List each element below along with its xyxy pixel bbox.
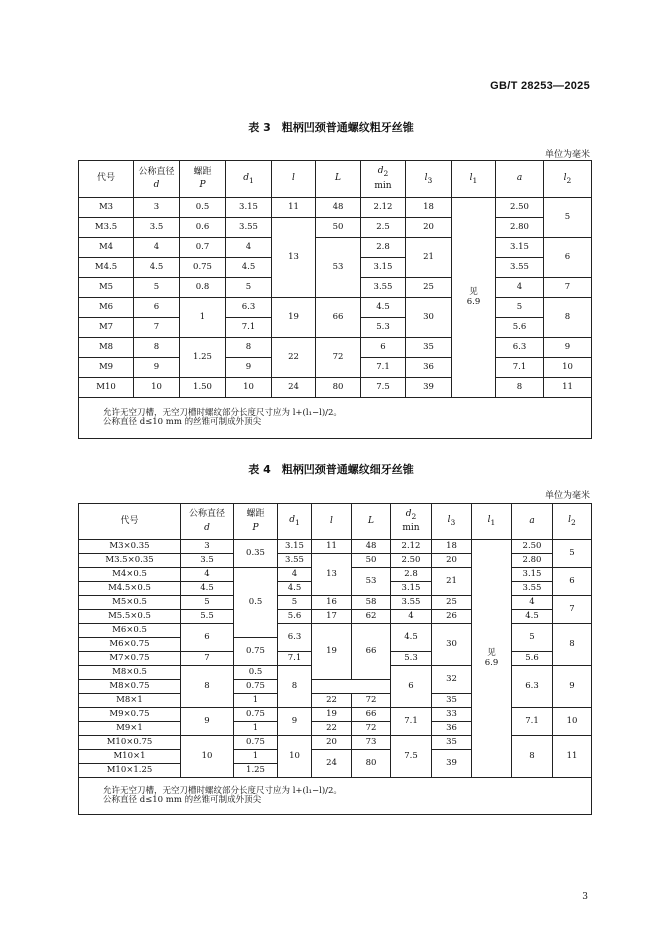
- a-cell: 3.15: [496, 238, 544, 258]
- p-cell: 0.6: [180, 218, 226, 238]
- a-cell: 5: [496, 298, 544, 318]
- table3-unit: 单位为毫米: [544, 150, 590, 160]
- table4: [78, 503, 592, 815]
- d-cell: 5: [134, 278, 180, 298]
- code-cell: M8×0.75: [79, 680, 181, 694]
- L-cell: 53: [352, 568, 391, 596]
- d-cell: 5.5: [181, 610, 234, 624]
- header-d2: $d_2$ min: [361, 161, 406, 198]
- l2-cell: 10: [544, 358, 592, 378]
- l3-cell: 20: [406, 218, 452, 238]
- L-cell: 62: [352, 610, 391, 624]
- d2-cell: 4.5: [391, 624, 432, 652]
- L-cell: 80: [352, 750, 391, 778]
- p-cell: 1: [234, 694, 278, 708]
- d1-cell: 5.6: [278, 610, 312, 624]
- header-d2: $d_2$ min: [391, 504, 432, 540]
- p-cell: 0.75: [234, 736, 278, 750]
- d2-cell: 3.15: [391, 582, 432, 596]
- d-cell: 4: [181, 568, 234, 582]
- L-cell: 66: [352, 708, 391, 722]
- l-cell: 13: [272, 218, 316, 298]
- l2-cell: 11: [544, 378, 592, 398]
- table-row: [79, 554, 592, 568]
- l3-cell: 39: [406, 378, 452, 398]
- table3-caption: 表 3 粗柄凹颈普通螺纹粗牙丝锥: [248, 121, 414, 134]
- code-cell: M6×0.5: [79, 624, 181, 638]
- l-cell: 22: [272, 338, 316, 378]
- l2-cell: 8: [544, 298, 592, 338]
- code-cell: M3.5×0.35: [79, 554, 181, 568]
- l2-cell: 9: [553, 666, 592, 708]
- l3-cell: 21: [406, 238, 452, 278]
- header-code: 代号: [79, 504, 181, 540]
- code-cell: M10: [79, 378, 134, 398]
- p-cell: 0.5: [234, 666, 278, 680]
- standard-id: GB/T 28253—2025: [490, 80, 590, 92]
- d1-cell: 3.55: [226, 218, 272, 238]
- a-cell: 6.3: [512, 666, 553, 708]
- table-row: [79, 596, 592, 610]
- p-cell: 0.75: [234, 708, 278, 722]
- a-cell: 6.3: [496, 338, 544, 358]
- header-l1: $l_1$: [452, 161, 496, 198]
- table3: [78, 160, 592, 439]
- table4-notes: 允许无空刀槽，无空刀槽时螺纹部分长度尺寸应为 l+(l₁−l)/2。 公称直径 d≤10 mm 的丝锥可制成外顶尖: [79, 778, 592, 815]
- d2-cell: 3.55: [391, 596, 432, 610]
- p-cell: 0.5: [180, 198, 226, 218]
- l2-cell: 9: [544, 338, 592, 358]
- table-row: [79, 378, 592, 398]
- d-cell: 3: [181, 540, 234, 554]
- d-cell: 10: [181, 736, 234, 778]
- d1-cell: 4.5: [278, 582, 312, 596]
- L-cell: 48: [316, 198, 361, 218]
- code-cell: M4×0.5: [79, 568, 181, 582]
- code-cell: M10×0.75: [79, 736, 181, 750]
- d-cell: 9: [134, 358, 180, 378]
- code-cell: M10×1: [79, 750, 181, 764]
- header-l3: $l_3$: [432, 504, 472, 540]
- p-cell: 0.5: [234, 568, 278, 638]
- l-cell: 19: [312, 624, 352, 680]
- header-l: l: [272, 161, 316, 198]
- l-cell: 13: [312, 554, 352, 596]
- l2-cell: 5: [544, 198, 592, 238]
- d-cell: 9: [181, 708, 234, 736]
- d2-cell: 5.3: [361, 318, 406, 338]
- code-cell: M8×1: [79, 694, 181, 708]
- table-row: [79, 708, 592, 722]
- code-cell: M4.5: [79, 258, 134, 278]
- l2-cell: 10: [553, 708, 592, 736]
- a-cell: 3.55: [512, 582, 553, 596]
- a-cell: 4.5: [512, 610, 553, 624]
- l3-cell: 18: [406, 198, 452, 218]
- L-cell: 53: [316, 238, 361, 298]
- a-cell: 2.80: [496, 218, 544, 238]
- table3-note-row: [79, 398, 592, 439]
- page-number: 3: [582, 892, 588, 902]
- code-cell: M3×0.35: [79, 540, 181, 554]
- L-cell: 50: [316, 218, 361, 238]
- header-nominal-diameter: 公称直径 d: [134, 161, 180, 198]
- l-cell: 17: [312, 610, 352, 624]
- d2-cell: 2.8: [391, 568, 432, 582]
- d1-cell: 8: [278, 666, 312, 708]
- l3-cell: 35: [432, 694, 472, 708]
- header-pitch: 螺距 P: [234, 504, 278, 540]
- table-row: [79, 736, 592, 750]
- code-cell: M5×0.5: [79, 596, 181, 610]
- l3-cell: 30: [432, 624, 472, 666]
- a-cell: 2.80: [512, 554, 553, 568]
- l3-cell: 35: [432, 736, 472, 750]
- l3-cell: 18: [432, 540, 472, 554]
- l2-cell: 5: [553, 540, 592, 568]
- l2-cell: 6: [544, 238, 592, 278]
- header-l2: $l_2$: [553, 504, 592, 540]
- d1-cell: 6.3: [278, 624, 312, 652]
- d1-cell: 5: [226, 278, 272, 298]
- p-cell: 0.75: [180, 258, 226, 278]
- p-cell: 1: [180, 298, 226, 338]
- d-cell: 7: [134, 318, 180, 338]
- d-cell: 3.5: [134, 218, 180, 238]
- l-cell: 22: [312, 722, 352, 736]
- a-cell: 2.50: [496, 198, 544, 218]
- l-cell: 19: [312, 708, 352, 722]
- l2-cell: 7: [544, 278, 592, 298]
- l3-cell: 39: [432, 750, 472, 778]
- header-pitch: 螺距 P: [180, 161, 226, 198]
- a-cell: 5.6: [512, 652, 553, 666]
- d1-cell: 3.15: [226, 198, 272, 218]
- table-row: [79, 198, 592, 218]
- table-row: [79, 218, 592, 238]
- d2-cell: 7.1: [361, 358, 406, 378]
- d-cell: 4.5: [181, 582, 234, 596]
- code-cell: M7×0.75: [79, 652, 181, 666]
- d2-cell: 3.55: [361, 278, 406, 298]
- table-row: [79, 338, 592, 358]
- header-L: L: [316, 161, 361, 198]
- a-cell: 8: [512, 736, 553, 778]
- p-cell: 1.25: [234, 764, 278, 778]
- L-cell: 66: [316, 298, 361, 338]
- table4-note-row: [79, 778, 592, 815]
- header-nominal-diameter: 公称直径 d: [181, 504, 234, 540]
- d1-cell: 10: [226, 378, 272, 398]
- p-cell: 1.50: [180, 378, 226, 398]
- code-cell: M8: [79, 338, 134, 358]
- l3-cell: 33: [432, 708, 472, 722]
- d1-cell: 10: [278, 736, 312, 778]
- header-a: a: [496, 161, 544, 198]
- l3-cell: 20: [432, 554, 472, 568]
- d2-cell: 7.1: [391, 708, 432, 736]
- L-cell: 80: [316, 378, 361, 398]
- d2-cell: 6: [361, 338, 406, 358]
- d1-cell: 9: [226, 358, 272, 378]
- a-cell: 7.1: [496, 358, 544, 378]
- code-cell: M9×1: [79, 722, 181, 736]
- d2-cell: 7.5: [361, 378, 406, 398]
- header-L: L: [352, 504, 391, 540]
- l2-cell: 11: [553, 736, 592, 778]
- d1-cell: 7.1: [226, 318, 272, 338]
- d2-cell: 3.15: [361, 258, 406, 278]
- d2-cell: 7.5: [391, 736, 432, 778]
- d-cell: 6: [181, 624, 234, 652]
- code-cell: M4: [79, 238, 134, 258]
- d1-cell: 8: [226, 338, 272, 358]
- l3-cell: 36: [432, 722, 472, 736]
- L-cell: 72: [316, 338, 361, 378]
- code-cell: M6: [79, 298, 134, 318]
- l3-cell: 25: [432, 596, 472, 610]
- table-row: [79, 298, 592, 318]
- d-cell: 4.5: [134, 258, 180, 278]
- L-cell: 72: [352, 722, 391, 736]
- d2-cell: 6: [391, 666, 432, 708]
- a-cell: 4: [512, 596, 553, 610]
- code-cell: M3: [79, 198, 134, 218]
- l-cell: 19: [272, 298, 316, 338]
- d1-cell: 4: [226, 238, 272, 258]
- l-cell: 24: [272, 378, 316, 398]
- header-d1: $d_1$: [226, 161, 272, 198]
- code-cell: M5: [79, 278, 134, 298]
- header-l3: $l_3$: [406, 161, 452, 198]
- l-cell: 11: [312, 540, 352, 554]
- header-l: l: [312, 504, 352, 540]
- p-cell: 0.75: [234, 680, 278, 694]
- l3-cell: 36: [406, 358, 452, 378]
- d1-cell: 4.5: [226, 258, 272, 278]
- l3-cell: 21: [432, 568, 472, 596]
- table3-header-row: [79, 161, 592, 198]
- table-row: [79, 610, 592, 624]
- a-cell: 3.55: [496, 258, 544, 278]
- L-cell: 73: [352, 736, 391, 750]
- d-cell: 4: [134, 238, 180, 258]
- l-cell: 16: [312, 596, 352, 610]
- L-cell: 48: [352, 540, 391, 554]
- d2-cell: 2.12: [361, 198, 406, 218]
- header-code: 代号: [79, 161, 134, 198]
- a-cell: 7.1: [512, 708, 553, 736]
- code-cell: M8×0.5: [79, 666, 181, 680]
- l3-cell: 30: [406, 298, 452, 338]
- l3-cell: 26: [432, 610, 472, 624]
- d-cell: 8: [181, 666, 234, 708]
- d-cell: 3.5: [181, 554, 234, 568]
- code-cell: M7: [79, 318, 134, 338]
- l-cell: 24: [312, 750, 352, 778]
- table-row: [79, 624, 592, 638]
- l3-cell: 32: [432, 666, 472, 694]
- l-cell: 20: [312, 736, 352, 750]
- d2-cell: 4.5: [361, 298, 406, 318]
- L-cell: 50: [352, 554, 391, 568]
- header-d1: $d_1$: [278, 504, 312, 540]
- d1-cell: 4: [278, 568, 312, 582]
- d2-cell: 4: [391, 610, 432, 624]
- l1-cell: 见 6.9: [472, 540, 512, 778]
- code-cell: M6×0.75: [79, 638, 181, 652]
- d1-cell: 5: [278, 596, 312, 610]
- header-l2: $l_2$: [544, 161, 592, 198]
- code-cell: M5.5×0.5: [79, 610, 181, 624]
- l3-cell: 25: [406, 278, 452, 298]
- a-cell: 5.6: [496, 318, 544, 338]
- p-cell: 0.35: [234, 540, 278, 568]
- l-cell: 11: [272, 198, 316, 218]
- d-cell: 7: [181, 652, 234, 666]
- d2-cell: 2.50: [391, 554, 432, 568]
- a-cell: 4: [496, 278, 544, 298]
- a-cell: 3.15: [512, 568, 553, 582]
- l2-cell: 6: [553, 568, 592, 596]
- p-cell: 0.7: [180, 238, 226, 258]
- p-cell: 1.25: [180, 338, 226, 378]
- p-cell: 0.8: [180, 278, 226, 298]
- a-cell: 8: [496, 378, 544, 398]
- d1-cell: 3.55: [278, 554, 312, 568]
- d2-cell: 5.3: [391, 652, 432, 666]
- header-a: a: [512, 504, 553, 540]
- a-cell: 5: [512, 624, 553, 652]
- table4-unit: 单位为毫米: [544, 491, 590, 501]
- d-cell: 8: [134, 338, 180, 358]
- code-cell: M10×1.25: [79, 764, 181, 778]
- l2-cell: 7: [553, 596, 592, 624]
- table4-caption: 表 4 粗柄凹颈普通螺纹细牙丝锥: [248, 463, 414, 476]
- d1-cell: 6.3: [226, 298, 272, 318]
- table3-notes: 允许无空刀槽，无空刀槽时螺纹部分长度尺寸应为 l+(l₁−l)/2。 公称直径 d≤10 mm 的丝锥可制成外顶尖: [79, 398, 592, 439]
- header-l1: $l_1$: [472, 504, 512, 540]
- d1-cell: 7.1: [278, 652, 312, 666]
- code-cell: M4.5×0.5: [79, 582, 181, 596]
- d1-cell: 9: [278, 708, 312, 736]
- d1-cell: 3.15: [278, 540, 312, 554]
- p-cell: 0.75: [234, 638, 278, 666]
- p-cell: 1: [234, 722, 278, 736]
- d-cell: 5: [181, 596, 234, 610]
- d-cell: 6: [134, 298, 180, 318]
- table-row: [79, 540, 592, 554]
- code-cell: M9×0.75: [79, 708, 181, 722]
- table4-header-row: [79, 504, 592, 540]
- table-row: [79, 238, 592, 258]
- l2-cell: 8: [553, 624, 592, 666]
- L-cell: 66: [352, 624, 391, 680]
- l1-cell: 见 6.9: [452, 198, 496, 398]
- L-cell: 58: [352, 596, 391, 610]
- d2-cell: 2.5: [361, 218, 406, 238]
- d-cell: 10: [134, 378, 180, 398]
- a-cell: 2.50: [512, 540, 553, 554]
- L-cell: 72: [352, 694, 391, 708]
- d-cell: 3: [134, 198, 180, 218]
- code-cell: M3.5: [79, 218, 134, 238]
- d2-cell: 2.8: [361, 238, 406, 258]
- l-cell: 22: [312, 694, 352, 708]
- p-cell: 1: [234, 750, 278, 764]
- code-cell: M9: [79, 358, 134, 378]
- l3-cell: 35: [406, 338, 452, 358]
- d2-cell: 2.12: [391, 540, 432, 554]
